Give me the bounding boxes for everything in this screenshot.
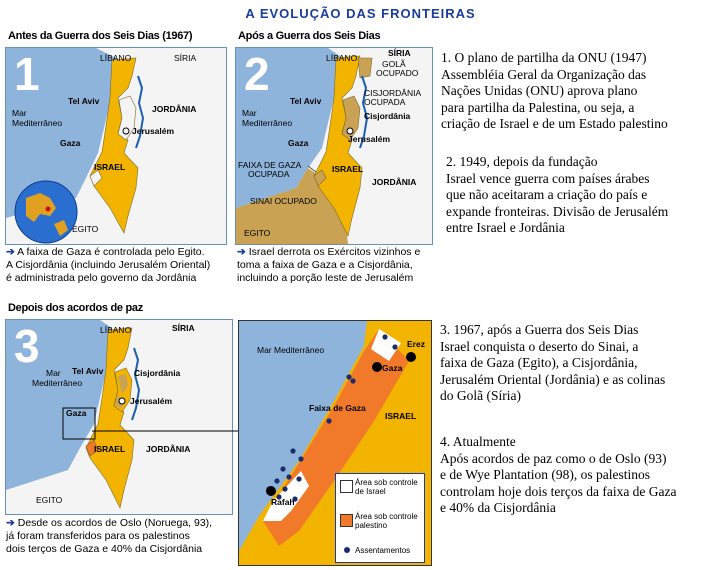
text-3-line4: Jerusalém Oriental (Jordânia) e as colinas (440, 371, 666, 387)
text-3-line1: 3. 1967, após a Guerra dos Seis Dias (440, 322, 639, 337)
map1-label-siria: SÍRIA (174, 53, 197, 63)
map3-label-gaza: Gaza (66, 408, 87, 418)
inset-label-erez: Erez (407, 339, 425, 349)
map1-label-mar2: Mediterrâneo (12, 118, 63, 128)
map1-caption-line1: A faixa de Gaza é controlada pelo Egito. (17, 246, 205, 258)
zoom-connector (90, 425, 240, 437)
text-4-line4: controlam hoje dois terços da faixa de Gaza (440, 483, 677, 499)
map1-label-gaza: Gaza (60, 138, 81, 148)
map2-golan (358, 58, 372, 78)
arrow-icon: ➔ (6, 246, 15, 258)
text-3-line2: Israel conquista o deserto do Sinai, a (440, 338, 639, 354)
map3-label-egito: EGITO (36, 495, 63, 505)
text-block-1 (441, 50, 668, 133)
map1-number: 1 (14, 48, 40, 100)
text-1-line4: para partilha da Palestina, ou seja, a (441, 99, 635, 115)
map1-label-mar: Mar (12, 108, 27, 118)
text-2-line2: Israel vence guerra com países árabes (446, 170, 650, 186)
map2-label-gaza: Gaza (288, 138, 309, 148)
map2-label-sinai: SINAI OCUPADO (250, 196, 317, 206)
inset-label-mar: Mar Mediterrâneo (257, 345, 325, 355)
map2-caption-line3: incluindo a porção leste de Jerusalém (237, 272, 414, 284)
map3-label-siria: SÍRIA (172, 323, 195, 333)
map3-caption-line3: dois terços de Gaza e 40% da Cisjordânia (6, 543, 203, 555)
inset-gaza-dot (372, 362, 382, 372)
map1-label-jordania: JORDÂNIA (152, 104, 197, 114)
arrow-icon: ➔ (6, 517, 15, 529)
map1-caption-line2: A Cisjordânia (incluindo Jerusalém Oriental) (6, 259, 211, 271)
text-1-line2: Assembléia Geral da Organização das (441, 66, 647, 82)
inset-label-israel: ISRAEL (385, 411, 417, 421)
map3-label-libano: LÍBANO (100, 325, 132, 335)
map1-label-israel: ISRAEL (94, 162, 126, 172)
text-2-line4: expande fronteiras. Divisão de Jerusalém (446, 203, 669, 219)
map1-label-jerusalem: Jerusalém (132, 126, 175, 136)
text-block-2 (446, 154, 668, 237)
map3-label-israel: ISRAEL (94, 444, 126, 454)
map1-label-egito: EGITO (72, 224, 99, 234)
text-2-line1: 2. 1949, depois da fundação (446, 154, 598, 169)
map3-number: 3 (14, 320, 40, 372)
map3-jerusalem-dot (119, 398, 125, 404)
text-4-line5: e 40% da Cisjordânia (440, 500, 556, 515)
legend-israel-text (355, 478, 418, 496)
legend-pal-text (355, 512, 418, 530)
map2-caption (237, 246, 420, 285)
map2-label-gola1: GOLÃ (382, 59, 406, 69)
text-3-line3: faixa de Gaza (Egito), a Cisjordânia, (440, 355, 638, 370)
text-2-line3: que não aceitaram a criação do país e (446, 187, 648, 202)
map3-label-jordania: JORDÂNIA (146, 444, 191, 454)
text-1-line5: criação de Israel e de um Estado palestino (441, 116, 668, 131)
map2-label-siria: SÍRIA (388, 48, 411, 58)
legend-settlement-label: Assentamentos (355, 546, 411, 555)
map1-caption (6, 246, 210, 285)
map1-svg (6, 48, 226, 244)
map3-label-cisjordania: Cisjordânia (134, 368, 181, 378)
legend-settlement-icon (342, 545, 352, 555)
map1-jerusalem-dot (123, 128, 129, 134)
gaza-inset-panel (238, 320, 432, 566)
legend-swatch-palestinian (340, 514, 353, 527)
map2-label-gola2: OCUPADO (376, 68, 419, 78)
map2-label-faixa1: FAIXA DE GAZA (238, 160, 302, 170)
map3-heading: Depois dos acordos de paz (8, 302, 143, 314)
text-1-line1: 1. O plano de partilha da ONU (1947) (441, 50, 647, 65)
map2-label-mar2: Mediterrâneo (242, 118, 293, 128)
inset-legend (335, 473, 425, 563)
map1-heading: Antes da Guerra dos Seis Dias (1967) (8, 30, 193, 42)
text-4-line1: 4. Atualmente (440, 434, 516, 449)
map1-panel (5, 47, 227, 245)
inset-erez-dot (406, 352, 416, 362)
text-4-line3: e de Wye Plantation (98), os palestinos (440, 467, 651, 482)
map2-label-mar: Mar (242, 108, 257, 118)
map1-label-libano: LÍBANO (100, 53, 132, 63)
map3-label-mar: Mar (46, 368, 61, 378)
map2-number: 2 (244, 48, 270, 100)
legend-israel-line2: de Israel (355, 487, 386, 496)
text-2-line5: entre Israel e Jordânia (446, 220, 565, 235)
map1-caption-line3: é administrada pelo governo da Jordânia (6, 272, 197, 284)
map3-svg (6, 320, 232, 514)
map2-panel (235, 47, 433, 245)
arrow-icon: ➔ (237, 246, 246, 258)
map2-label-cis1: CISJORDÂNIA (364, 88, 422, 98)
map2-label-jordania: JORDÂNIA (372, 177, 417, 187)
text-1-line3: Nações Unidas (ONU) aprova plano (441, 83, 638, 98)
text-block-3 (440, 322, 665, 405)
text-4-line2: Após acordos de paz como o de Oslo (93) (440, 450, 667, 466)
legend-pal-line1: Área sob controle (355, 512, 418, 521)
inset-label-gaza: Gaza (382, 363, 403, 373)
map2-label-faixa2: OCUPADA (248, 169, 290, 179)
map2-label-jerusalem: Jerusalém (348, 134, 391, 144)
map2-caption-line1: Israel derrota os Exércitos vizinhos e (248, 246, 421, 258)
text-block-4 (440, 434, 677, 517)
map2-label-cis2: OCUPADA (364, 97, 406, 107)
map2-svg (236, 48, 432, 244)
map3-label-jerusalem: Jerusalém (130, 396, 173, 406)
page-title: A EVOLUÇÃO DAS FRONTEIRAS (245, 6, 476, 21)
map2-label-telaviv: Tel Aviv (290, 96, 322, 106)
map1-label-telaviv: Tel Aviv (68, 96, 100, 106)
legend-pal-line2: palestino (355, 521, 388, 530)
map3-caption-line2: já foram transferidos para os palestinos (6, 530, 190, 542)
map2-label-egito: EGITO (244, 228, 271, 238)
map2-caption-line2: toma a faixa de Gaza e a Cisjordânia, (237, 259, 413, 271)
legend-swatch-israel (340, 480, 353, 493)
text-3-line5: do Golã (Síria) (440, 388, 521, 403)
legend-israel-line1: Área sob controle (355, 478, 418, 487)
inset-rafah-dot (266, 486, 276, 496)
map2-label-cisjordania: Cisjordânia (364, 111, 411, 121)
map3-label-mar2: Mediterrâneo (32, 378, 83, 388)
map2-label-israel: ISRAEL (332, 164, 364, 174)
inset-label-rafah: Rafah (271, 497, 295, 507)
map2-heading: Após a Guerra dos Seis Dias (238, 30, 381, 42)
globe-icon (15, 181, 77, 243)
map3-caption-line1: Desde os acordos de Oslo (Noruega, 93), (17, 517, 213, 529)
map3-panel (5, 319, 233, 515)
inset-label-faixa: Faixa de Gaza (309, 403, 366, 413)
map3-caption (6, 517, 212, 556)
map2-label-libano: LÍBANO (326, 53, 358, 63)
map3-label-telaviv: Tel Aviv (72, 366, 104, 376)
